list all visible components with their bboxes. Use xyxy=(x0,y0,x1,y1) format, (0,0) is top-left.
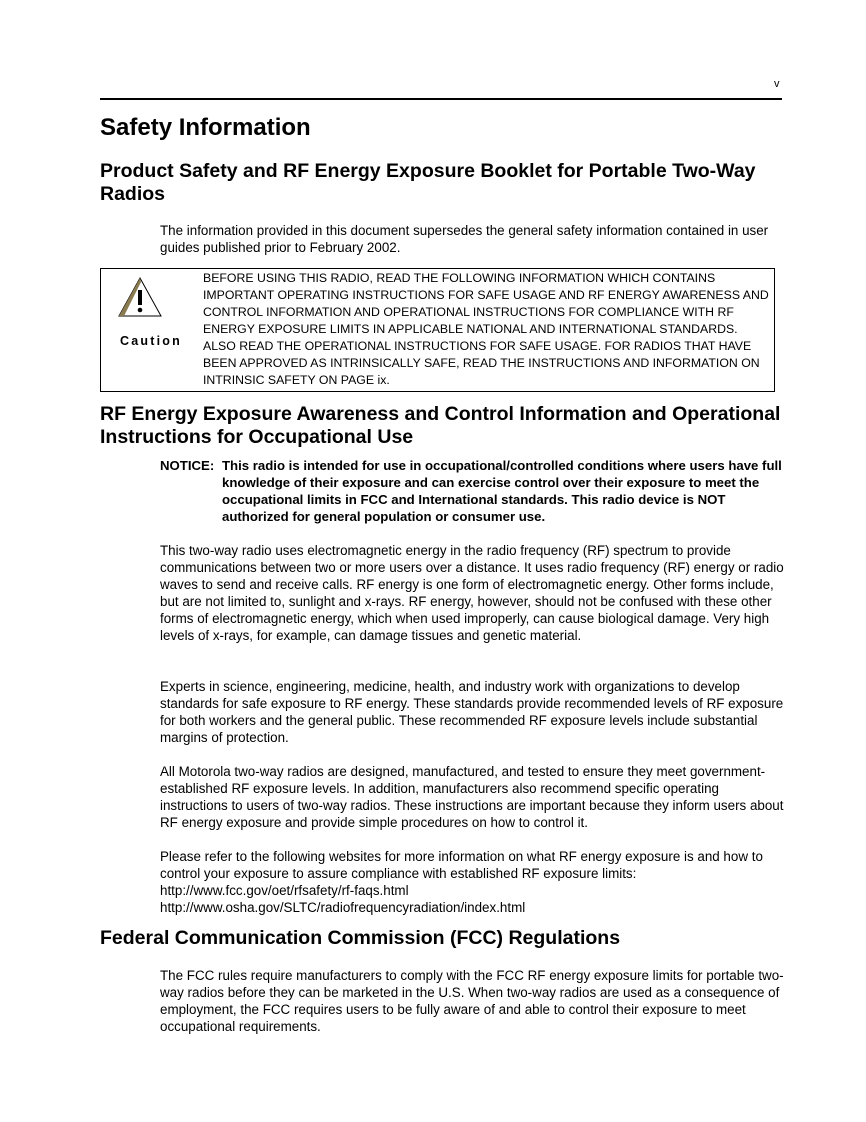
page-title: Safety Information xyxy=(100,114,311,141)
caution-label: Caution xyxy=(120,334,182,348)
rf-paragraph-3: All Motorola two-way radios are designed, manufactured, and tested to ensure they meet government-established RF exposure levels. In addition, manufacturers also recommend specific operating instructions to users of two-way radios. These instructions are important because they inform users about RF energy exposure and provide simple procedures on how to control it. xyxy=(160,764,784,830)
warning-triangle-icon xyxy=(118,277,162,317)
rf-paragraph-2: Experts in science, engineering, medicine, health, and industry work with organizations to develop standards for safe exposure to RF energy. These standards provide recommended levels of RF exposure for both workers and the general public. These recommended RF exposure levels include substantial margins of protection. xyxy=(160,679,784,745)
page-number: v xyxy=(774,78,780,90)
osha-link[interactable]: http://www.osha.gov/SLTC/radiofrequencyradiation/index.html xyxy=(160,900,526,915)
heading-fcc: Federal Communication Commission (FCC) Regulations xyxy=(100,927,621,949)
header-rule xyxy=(100,98,782,100)
rf-paragraph-4-text: Please refer to the following websites for more information on what RF energy exposure is and how to control your exposure to assure compliance with established RF exposure limits: xyxy=(160,849,763,881)
rf-paragraph-4 xyxy=(160,848,785,916)
heading-product-safety: Product Safety and RF Energy Exposure Booklet for Portable Two-Way Radios xyxy=(100,160,756,205)
rf-paragraph-1: This two-way radio uses electromagnetic energy in the radio frequency (RF) spectrum to provide communications between two or more users over a distance. It uses radio frequency (RF) energy or radio waves to send and receive calls. RF energy is one form of electromagnetic energy. Other forms include, but are not limited to, sunlight and x-rays. RF energy, however, should not be confused with these other forms of electromagnetic energy, which when used improperly, can cause biological damage. Very high levels of x-rays, for example, can damage tissues and genetic material. xyxy=(160,543,784,643)
fcc-link[interactable]: http://www.fcc.gov/oet/rfsafety/rf-faqs.html xyxy=(160,883,409,898)
notice-text: This radio is intended for use in occupational/controlled conditions where users have full knowledge of their exposure and can exercise control over their exposure to meet the occupational limits in FCC and International standards. This radio device is NOT authorized for general population or consumer use. xyxy=(222,458,782,524)
caution-text: BEFORE USING THIS RADIO, READ THE FOLLOWING INFORMATION WHICH CONTAINS IMPORTANT OPERATING INSTRUCTIONS FOR SAFE USAGE AND RF ENERGY AWARENESS AND CONTROL INFORMATION AND OPERATIONAL INSTRUCTIONS FOR COMPLIANCE WITH RF ENERGY EXPOSURE LIMITS IN APPLICABLE NATIONAL AND INTERNATIONAL STANDARDS. ALSO READ THE OPERATIONAL INSTRUCTIONS FOR SAFE USAGE. FOR RADIOS THAT HAVE BEEN APPROVED AS INTRINSICALLY SAFE, READ THE INSTRUCTIONS AND INFORMATION ON INTRINSIC SAFETY ON PAGE ix. xyxy=(203,271,769,387)
heading-rf-awareness: RF Energy Exposure Awareness and Control Information and Operational Instructions for Occupational Use xyxy=(100,403,781,448)
notice-label: NOTICE: xyxy=(160,458,215,473)
caution-box xyxy=(100,268,775,392)
product-safety-intro: The information provided in this document supersedes the general safety information contained in user guides published prior to February 2002. xyxy=(160,223,769,255)
fcc-paragraph: The FCC rules require manufacturers to comply with the FCC RF energy exposure limits for portable two-way radios before they can be marketed in the U.S. When two-way radios are used as a consequence of employment, the FCC requires users to be fully aware of and able to control their exposure to meet occupational requirements. xyxy=(160,968,784,1034)
